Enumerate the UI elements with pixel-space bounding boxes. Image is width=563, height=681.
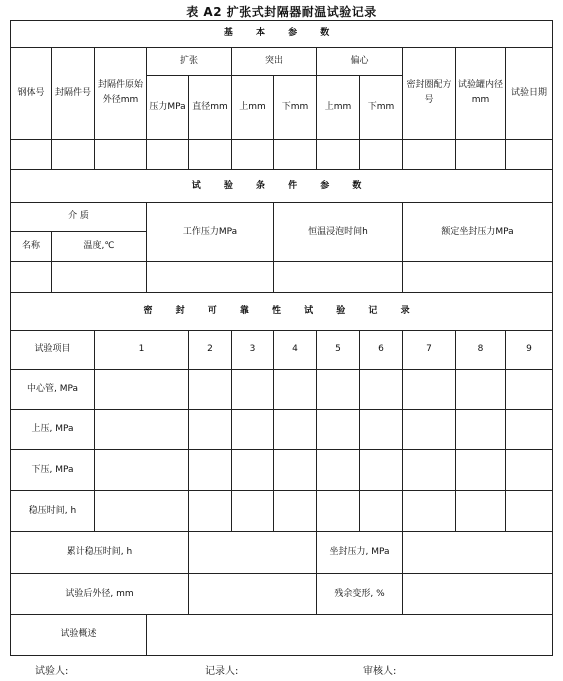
blank-cell[interactable] (456, 369, 506, 409)
eccentric-upper-header: 上mm (317, 76, 360, 139)
blank-cell[interactable] (403, 450, 456, 491)
col-header-1: 1 (95, 330, 189, 369)
test-overview-label: 试验概述 (11, 614, 147, 655)
col-header-9: 9 (506, 330, 553, 369)
protrude-header: 突出 (232, 47, 317, 76)
blank-cell[interactable] (274, 409, 317, 450)
reviewer-label: 审核人: (363, 666, 397, 677)
pressure-header: 压力MPa (147, 76, 189, 139)
col-header-6: 6 (360, 330, 403, 369)
medium-header: 介 质 (11, 202, 147, 231)
col-header-8: 8 (456, 330, 506, 369)
blank-cell[interactable] (52, 139, 95, 170)
blank-cell[interactable] (95, 139, 147, 170)
soak-time-header: 恒温浸泡时间h (274, 202, 403, 261)
work-pressure-header: 工作压力MPa (147, 202, 274, 261)
blank-cell[interactable] (360, 450, 403, 491)
lower-pressure-label: 下压, MPa (11, 450, 95, 491)
blank-cell[interactable] (189, 409, 232, 450)
diameter-header: 直径mm (189, 76, 232, 139)
blank-cell[interactable] (189, 491, 232, 532)
blank-cell[interactable] (189, 450, 232, 491)
blank-cell[interactable] (274, 262, 403, 293)
medium-name-header: 名称 (11, 231, 52, 262)
cumulative-hold-time-label: 累计稳压时间, h (11, 532, 189, 574)
hold-time-label: 稳压时间, h (11, 491, 95, 532)
blank-cell[interactable] (403, 574, 553, 615)
blank-cell[interactable] (95, 369, 189, 409)
blank-cell[interactable] (274, 491, 317, 532)
blank-cell[interactable] (95, 450, 189, 491)
tank-id-header: 试验罐内径mm (456, 47, 506, 139)
blank-cell[interactable] (317, 409, 360, 450)
seal-record-heading: 密 封 可 靠 性 试 验 记 录 (11, 292, 553, 330)
form-title: 表 A2 扩张式封隔器耐温试验记录 (186, 5, 377, 19)
blank-cell[interactable] (189, 574, 317, 615)
blank-cell[interactable] (403, 262, 553, 293)
blank-cell[interactable] (456, 491, 506, 532)
conditions-heading: 试 验 条 件 参 数 (11, 170, 553, 203)
col-header-7: 7 (403, 330, 456, 369)
col-header-5: 5 (317, 330, 360, 369)
blank-cell[interactable] (456, 409, 506, 450)
recorder-label: 记录人: (205, 666, 239, 677)
blank-cell[interactable] (360, 139, 403, 170)
temperature-header: 温度,℃ (52, 231, 147, 262)
protrude-upper-header: 上mm (232, 76, 274, 139)
original-od-header: 封隔件原始外径mm (95, 47, 147, 139)
blank-cell[interactable] (360, 409, 403, 450)
basic-params-heading: 基 本 参 数 (11, 21, 553, 48)
packer-no-header: 封隔件号 (52, 47, 95, 139)
blank-cell[interactable] (274, 139, 317, 170)
col-header-3: 3 (232, 330, 274, 369)
eccentric-header: 偏心 (317, 47, 403, 76)
blank-cell[interactable] (506, 369, 553, 409)
residual-deformation-label: 残余变形, % (317, 574, 403, 615)
blank-cell[interactable] (403, 369, 456, 409)
blank-cell[interactable] (403, 491, 456, 532)
test-item-header: 试验项目 (11, 330, 95, 369)
blank-cell[interactable] (317, 139, 360, 170)
blank-cell[interactable] (11, 139, 52, 170)
blank-cell[interactable] (506, 409, 553, 450)
blank-cell[interactable] (360, 491, 403, 532)
tester-label: 试验人: (35, 666, 69, 677)
col-header-4: 4 (274, 330, 317, 369)
blank-cell[interactable] (456, 139, 506, 170)
blank-cell[interactable] (317, 369, 360, 409)
blank-cell[interactable] (95, 491, 189, 532)
blank-cell[interactable] (317, 450, 360, 491)
seal-formula-header: 密封圈配方号 (403, 47, 456, 139)
eccentric-lower-header: 下mm (360, 76, 403, 139)
blank-cell[interactable] (360, 369, 403, 409)
center-tube-pressure-label: 中心管, MPa (11, 369, 95, 409)
col-header-2: 2 (189, 330, 232, 369)
test-record-table (10, 20, 553, 656)
test-overview-field[interactable] (147, 614, 553, 655)
blank-cell[interactable] (232, 450, 274, 491)
blank-cell[interactable] (11, 262, 52, 293)
blank-cell[interactable] (232, 369, 274, 409)
blank-cell[interactable] (189, 139, 232, 170)
blank-cell[interactable] (189, 369, 232, 409)
rated-set-pressure-header: 额定坐封压力MPa (403, 202, 553, 261)
expand-header: 扩张 (147, 47, 232, 76)
protrude-lower-header: 下mm (274, 76, 317, 139)
steel-body-no-header: 钢体号 (11, 47, 52, 139)
test-date-header: 试验日期 (506, 47, 553, 139)
blank-cell[interactable] (147, 139, 189, 170)
set-pressure-label: 坐封压力, MPa (317, 532, 403, 574)
blank-cell[interactable] (52, 262, 147, 293)
blank-cell[interactable] (274, 369, 317, 409)
blank-cell[interactable] (403, 532, 553, 574)
blank-cell[interactable] (147, 262, 274, 293)
blank-cell[interactable] (317, 491, 360, 532)
blank-cell[interactable] (232, 409, 274, 450)
blank-cell[interactable] (403, 409, 456, 450)
blank-cell[interactable] (506, 491, 553, 532)
blank-cell[interactable] (456, 450, 506, 491)
blank-cell[interactable] (274, 450, 317, 491)
post-test-od-label: 试验后外径, mm (11, 574, 189, 615)
blank-cell[interactable] (506, 450, 553, 491)
blank-cell[interactable] (403, 139, 456, 170)
blank-cell[interactable] (95, 409, 189, 450)
upper-pressure-label: 上压, MPa (11, 409, 95, 450)
blank-cell[interactable] (232, 139, 274, 170)
blank-cell[interactable] (232, 491, 274, 532)
blank-cell[interactable] (506, 139, 553, 170)
blank-cell[interactable] (189, 532, 317, 574)
